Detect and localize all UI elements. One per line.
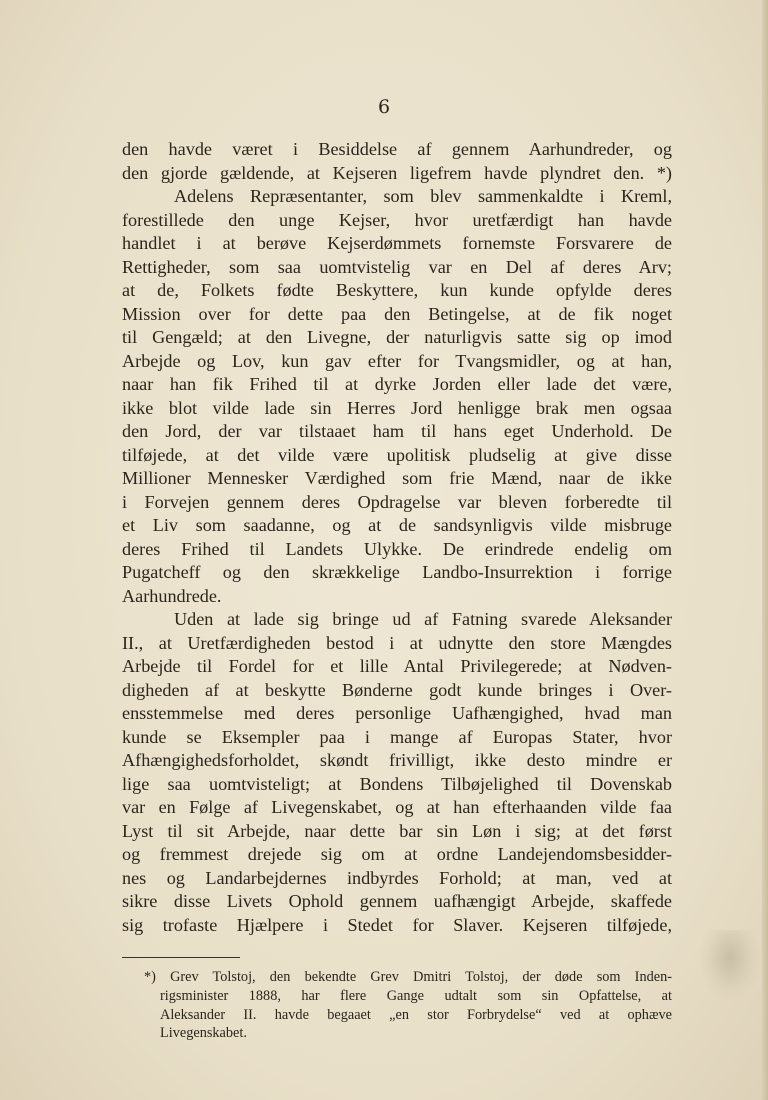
text-line: Pugatcheff og den skrækkelige Landbo-Insurrektion i forrige [122,562,672,582]
text-line: et Liv som saadanne, og at de sandsynligvis vilde misbruge [122,515,672,535]
text-line: Uden at lade sig bringe ud af Fatning svarede Aleksander [174,609,672,629]
text-line: ikke blot vilde lade sin Herres Jord henligge brak men ogsaa [122,397,672,418]
text-line: Millioner Mennesker Værdighed som frie Mænd, naar de ikke [122,468,672,488]
text-line: Rettigheder, som saa uomtvistelig var en Del af deres Arv; [122,256,672,277]
page-edge [762,0,768,1100]
text-line: kunde se Eksempler paa i mange af Europas Stater, hvor [122,726,672,747]
text-line: at de, Folkets fødte Beskyttere, kun kunde opfylde deres [122,280,672,300]
text-line: den Jord, der var tilstaaet ham til hans eget Underhold. De [122,421,672,441]
text-line: i Forvejen gennem deres Opdragelse var bleven forberedte til [122,491,672,512]
footnote-rule [122,957,240,958]
text-line: den gjorde gældende, at Kejseren ligefrem havde plyndret den. *) [122,162,672,183]
text-line: II., at Uretfærdigheden bestod i at udnytte den store Mængdes [122,632,672,653]
footnote-line: *) Grev Tolstoj, den bekendte Grev Dmitri Tolstoj, der døde som Inden- [144,969,672,985]
page-number: 6 [377,96,391,118]
text-line: nes og Landarbejdernes indbyrdes Forhold; at man, ved at [122,867,672,888]
text-line: handlet i at berøve Kejserdømmets fornemste Forsvarere de [122,233,672,253]
text-line: Afhængighedsforholdet, skøndt frivilligt, ikke desto mindre er [122,750,672,770]
text-line: og fremmest drejede sig om at ordne Landejendomsbesidder- [122,844,672,864]
text-line: var en Følge af Livegenskabet, og at han efterhaanden vilde faa [122,797,672,817]
text-line: Arbejde og Lov, kun gav efter for Tvangsmidler, og at han, [122,350,672,371]
body-text [122,138,672,937]
footnote-line: rigsminister 1888, har flere Gange udtalt som sin Opfattelse, at [160,987,672,1004]
text-line: Lyst til sit Arbejde, naar dette bar sin Løn i sig; at det først [122,820,672,841]
text-line: tilføjede, at det vilde være upolitisk pludselig at give disse [122,444,672,465]
text-line: ensstemmelse med deres personlige Uafhængighed, hvad man [122,703,672,723]
text-line: sikre disse Livets Ophold gennem uafhængigt Arbejde, skaffede [122,891,672,911]
text-line: Aarhundrede. [122,585,222,606]
text-line: lige saa uomtvisteligt; at Bondens Tilbøjelighed til Dovenskab [122,773,672,794]
text-line: digheden af at beskytte Bønderne godt kunde bringes i Over- [122,679,672,700]
text-line: Arbejde til Fordel for et lille Antal Privilegerede; at Nødven- [122,656,672,676]
text-line: forestillede den unge Kejser, hvor uretfærdigt han havde [122,209,672,230]
text-line: til Gengæld; at den Livegne, der naturligvis satte sig op imod [122,327,672,347]
text-line: deres Frihed til Landets Ulykke. De erindrede endelig om [122,538,672,559]
text-line: Mission over for dette paa den Betingelse, at de fik noget [122,303,672,324]
text-line: den havde været i Besiddelse af gennem Aarhundreder, og [122,139,672,159]
footnote-line: Livegenskabet. [160,1025,247,1042]
footnote-line: Aleksander II. havde begaaet „en stor Forbrydelse“ ved at ophæve [160,1006,672,1023]
text-line: sig trofaste Hjælpere i Stedet for Slaver. Kejseren tilføjede, [122,914,672,935]
text-line: naar han fik Frihed til at dyrke Jorden eller lade det være, [122,374,672,394]
footnote [144,968,672,1043]
text-line: Adelens Repræsentanter, som blev sammenkaldte i Kreml, [174,186,672,206]
paper-stain [700,930,760,1000]
